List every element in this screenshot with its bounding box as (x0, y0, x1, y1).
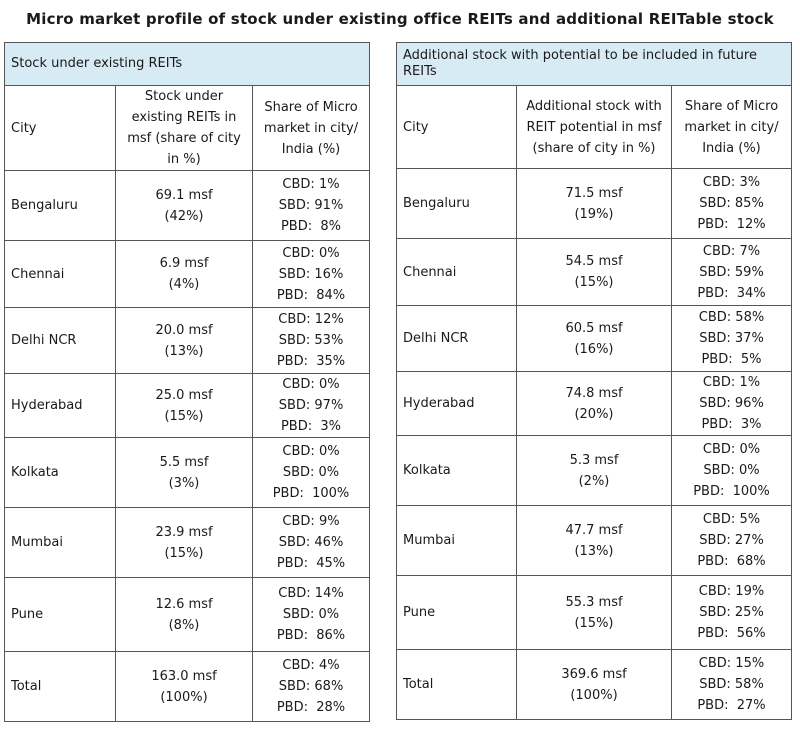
stock-share: (8%) (168, 617, 200, 633)
table-row (5, 438, 370, 508)
city-cell (5, 438, 116, 508)
stock-share: (42%) (164, 208, 204, 224)
city-cell (397, 169, 517, 239)
city-name: Hyderabad (403, 396, 475, 411)
city-cell (397, 506, 517, 576)
city-cell (5, 171, 116, 241)
city-cell (5, 374, 116, 438)
share-cell (672, 372, 792, 436)
col-city-header: City (397, 86, 517, 169)
city-cell (397, 372, 517, 436)
sbd-share: SBD: 27% (699, 533, 764, 548)
pbd-share: PBD: 12% (697, 217, 766, 232)
table-row (5, 308, 370, 374)
stock-cell (517, 239, 672, 306)
cbd-share: CBD: 5% (702, 512, 761, 527)
city-name: Delhi NCR (11, 333, 77, 348)
sbd-share: SBD: 85% (699, 196, 764, 211)
share-cell (253, 241, 370, 308)
share-cell (672, 576, 792, 650)
stock-share: (100%) (160, 689, 208, 705)
table-row (397, 506, 792, 576)
city-cell (5, 308, 116, 374)
table-row (397, 169, 792, 239)
stock-share: (15%) (574, 275, 614, 290)
table-row (5, 241, 370, 308)
share-cell (672, 306, 792, 372)
stock-cell (517, 436, 672, 506)
stock-value: 5.5 msf (159, 454, 209, 470)
stock-cell (116, 508, 253, 578)
cbd-share: CBD: 0% (282, 444, 340, 459)
city-cell (5, 241, 116, 308)
share-cell (672, 239, 792, 306)
table-row (397, 372, 792, 436)
city-name: Chennai (403, 264, 457, 280)
table-row (5, 171, 370, 241)
stock-cell (116, 438, 253, 508)
pbd-share: PBD: 3% (701, 417, 762, 432)
sbd-share: SBD: 25% (699, 605, 764, 620)
share-cell (672, 506, 792, 576)
share-cell (672, 169, 792, 239)
stock-value: 369.6 msf (561, 666, 627, 682)
share-cell (253, 171, 370, 241)
sbd-share: SBD: 96% (699, 396, 764, 411)
city-name: Delhi NCR (403, 331, 469, 346)
share-cell (672, 436, 792, 506)
stock-cell (517, 506, 672, 576)
share-cell (253, 578, 370, 652)
cbd-share: CBD: 3% (702, 175, 761, 190)
table-row (397, 650, 792, 720)
city-name: Chennai (11, 266, 65, 282)
cbd-share: CBD: 0% (282, 377, 340, 392)
stock-value: 163.0 msf (151, 668, 217, 684)
city-cell (5, 652, 116, 722)
stock-cell (517, 372, 672, 436)
stock-value: 60.5 msf (565, 320, 623, 336)
pbd-share: PBD: 34% (697, 285, 766, 301)
sbd-share: SBD: 53% (278, 333, 344, 348)
pbd-share: PBD: 84% (276, 287, 346, 303)
sbd-share: SBD: 0% (282, 607, 340, 622)
stock-share: (13%) (574, 543, 614, 559)
cbd-share: CBD: 9% (282, 514, 340, 529)
stock-value: 6.9 msf (159, 256, 209, 271)
city-name: Kolkata (403, 463, 451, 478)
share-cell (672, 650, 792, 720)
col-share-header: Share of Micro market in city/ India (%) (672, 86, 792, 169)
city-name: Bengaluru (11, 198, 78, 213)
sbd-share: SBD: 91% (278, 198, 344, 213)
stock-share: (2%) (578, 473, 610, 489)
stock-share: (20%) (574, 406, 614, 422)
pbd-share: PBD: 100% (693, 484, 770, 499)
additional-stock-header: Additional stock with potential to be included in future REITs (397, 43, 792, 86)
stock-cell (116, 308, 253, 374)
city-name: Hyderabad (11, 398, 83, 413)
pbd-share: PBD: 45% (276, 556, 346, 571)
cbd-share: CBD: 14% (278, 586, 344, 601)
cbd-share: CBD: 12% (278, 312, 344, 327)
sbd-share: SBD: 68% (278, 679, 344, 694)
city-cell (397, 306, 517, 372)
existing-reits-table (4, 42, 370, 722)
col-stock-header: Stock under existing REITs in msf (share of city in %) (116, 86, 253, 171)
table-row (5, 508, 370, 578)
pbd-share: PBD: 68% (697, 554, 766, 569)
share-cell (253, 652, 370, 722)
stock-cell (116, 171, 253, 241)
sbd-share: SBD: 46% (278, 535, 344, 550)
table-row (5, 578, 370, 652)
stock-cell (517, 576, 672, 650)
stock-share: (4%) (168, 277, 200, 292)
stock-share: (15%) (164, 408, 204, 424)
stock-value: 23.9 msf (155, 524, 213, 540)
sbd-share: SBD: 16% (278, 266, 344, 282)
pbd-share: PBD: 35% (276, 354, 346, 369)
pbd-share: PBD: 8% (280, 219, 342, 234)
cbd-share: CBD: 1% (282, 177, 340, 192)
additional-stock-table (396, 42, 792, 720)
city-cell (397, 576, 517, 650)
stock-share: (19%) (574, 206, 614, 222)
pbd-share: PBD: 27% (697, 698, 766, 713)
stock-value: 71.5 msf (565, 185, 623, 201)
sbd-share: SBD: 37% (699, 331, 764, 346)
col-share-header: Share of Micro market in city/ India (%) (253, 86, 370, 171)
city-cell (5, 578, 116, 652)
existing-reits-header: Stock under existing REITs (5, 43, 370, 86)
table-row (397, 306, 792, 372)
share-cell (253, 308, 370, 374)
stock-share: (100%) (570, 687, 618, 703)
pbd-share: PBD: 5% (701, 352, 762, 367)
stock-value: 20.0 msf (155, 322, 213, 338)
city-name: Total (11, 679, 42, 694)
sbd-share: SBD: 58% (699, 677, 764, 692)
col-city-header: City (5, 86, 116, 171)
stock-share: (15%) (574, 615, 614, 631)
stock-cell (517, 306, 672, 372)
stock-value: 5.3 msf (569, 452, 619, 468)
stock-value: 54.5 msf (565, 254, 623, 269)
stock-value: 74.8 msf (565, 385, 623, 401)
city-name: Total (403, 677, 434, 692)
cbd-share: CBD: 15% (698, 656, 765, 671)
share-cell (253, 374, 370, 438)
stock-share: (15%) (164, 545, 204, 561)
stock-share: (3%) (168, 475, 200, 491)
stock-share: (16%) (574, 341, 614, 357)
sbd-share: SBD: 0% (282, 465, 340, 480)
sbd-share: SBD: 97% (278, 398, 344, 413)
city-name: Pune (403, 605, 436, 620)
stock-value: 25.0 msf (155, 387, 213, 403)
city-cell (397, 650, 517, 720)
stock-cell (116, 578, 253, 652)
stock-value: 69.1 msf (155, 187, 213, 203)
pbd-share: PBD: 56% (697, 626, 766, 641)
table-row (397, 436, 792, 506)
stock-cell (116, 241, 253, 308)
stock-cell (517, 169, 672, 239)
city-name: Bengaluru (403, 196, 470, 211)
table-row (5, 374, 370, 438)
cbd-share: CBD: 0% (702, 442, 761, 457)
cbd-share: CBD: 0% (282, 245, 340, 261)
pbd-share: PBD: 100% (272, 486, 350, 501)
cbd-share: CBD: 4% (282, 658, 340, 673)
stock-cell (116, 374, 253, 438)
col-stock-header: Additional stock with REIT potential in msf (share of city in %) (517, 86, 672, 169)
cbd-share: CBD: 19% (698, 584, 765, 599)
city-name: Pune (11, 607, 44, 622)
share-cell (253, 508, 370, 578)
city-name: Kolkata (11, 465, 59, 480)
table-row (5, 652, 370, 722)
sbd-share: SBD: 0% (703, 463, 760, 478)
table-row (397, 239, 792, 306)
cbd-share: CBD: 7% (702, 243, 761, 259)
city-name: Mumbai (11, 535, 63, 550)
stock-value: 55.3 msf (565, 594, 623, 610)
city-cell (397, 436, 517, 506)
city-cell (397, 239, 517, 306)
pbd-share: PBD: 28% (276, 700, 346, 715)
cbd-share: CBD: 1% (702, 375, 761, 390)
pbd-share: PBD: 86% (276, 628, 346, 643)
cbd-share: CBD: 58% (698, 310, 765, 325)
city-name: Mumbai (403, 533, 455, 548)
pbd-share: PBD: 3% (280, 419, 342, 434)
city-cell (5, 508, 116, 578)
stock-value: 12.6 msf (155, 596, 213, 612)
stock-value: 47.7 msf (565, 522, 623, 538)
table-row (397, 576, 792, 650)
stock-cell (517, 650, 672, 720)
stock-cell (116, 652, 253, 722)
stock-share: (13%) (164, 343, 204, 359)
sbd-share: SBD: 59% (699, 264, 764, 280)
page-title: Micro market profile of stock under existing office REITs and additional REITable stock (26, 10, 774, 28)
share-cell (253, 438, 370, 508)
